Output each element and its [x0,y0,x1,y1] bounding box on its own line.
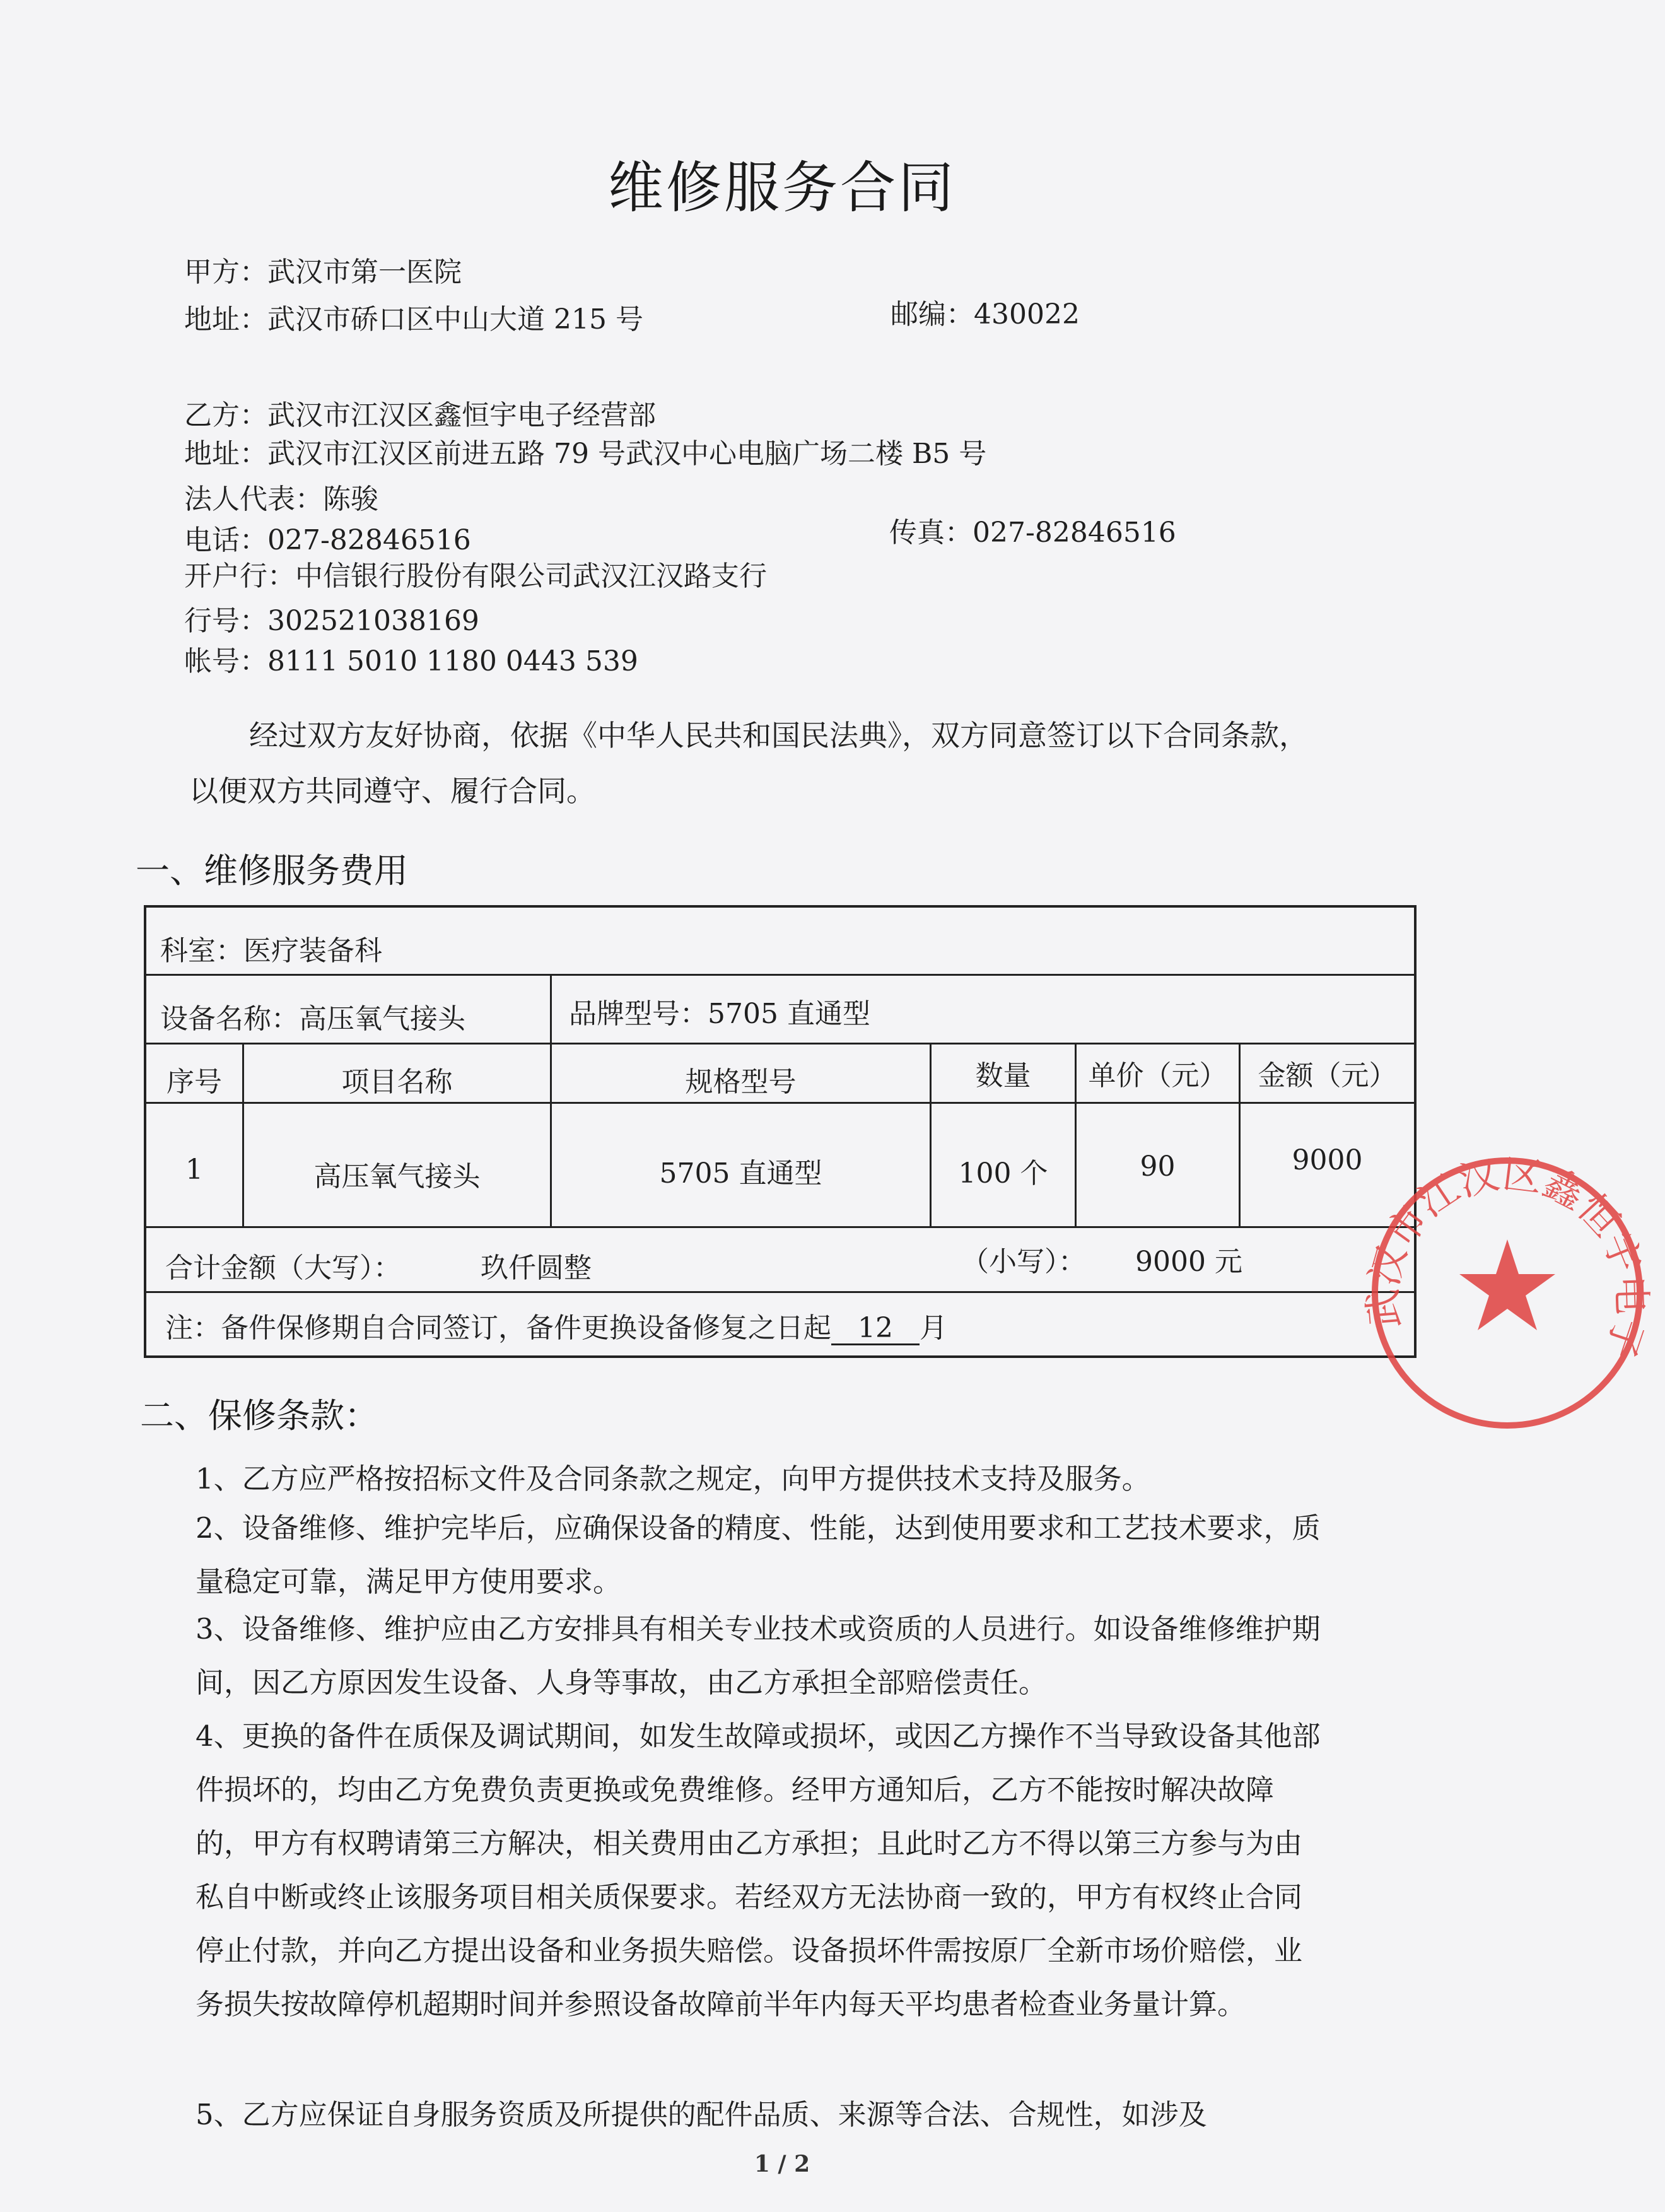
party-a-address: 武汉市硚口区中山大道 215 号 [267,303,643,336]
party-a-address-line [184,296,643,337]
total-upper-label: 合计金额（大写）： [165,1252,401,1284]
table-header: 项目名称 [341,1066,453,1098]
table-device-name: 设备名称：高压氧气接头 [160,1003,465,1035]
party-b-name: 武汉市江汉区鑫恒宇电子经营部 [267,399,656,431]
party-b-address: 武汉市江汉区前进五路 79 号武汉中心电脑广场二楼 B5 号 [267,438,987,470]
party-b-label: 乙方： [184,399,267,431]
party-b-phone-line [184,517,471,558]
table-header: 规格型号 [685,1066,797,1098]
intro-paragraph: 经过双方友好协商，依据《中华人民共和国民法典》，双方同意签订以下合同条款，以便双方共同遵守、履行合同。 [189,718,1308,808]
table-cell-index: 1 [185,1154,203,1186]
table-cell-price: 90 [1140,1150,1176,1183]
section-2-heading: 二、保修条款： [140,1396,378,1436]
clause-1: 1、乙方应严格按招标文件及合同条款之规定，向甲方提供技术支持及服务。 [196,1462,1150,1495]
warranty-note-suffix: 月 [920,1312,947,1344]
total-upper-value: 玖仟圆整 [481,1252,592,1284]
party-b-line [184,392,656,433]
party-b-phone: 027-82846516 [267,524,471,556]
party-a-address-label: 地址： [184,303,267,336]
table-cell-amount: 9000 [1292,1144,1363,1176]
party-b-bank-line [184,553,767,594]
party-b-bankno-label: 行号： [184,605,267,637]
total-lower-value: 9000 元 [1135,1246,1242,1278]
table-cell-qty: 100 个 [958,1157,1048,1190]
party-a-line [184,249,462,290]
seal-text: 武汉市江汉区鑫恒宇电子 [1359,1150,1655,1364]
clause-2: 2、设备维修、维护完毕后，应确保设备的精度、性能，达到使用要求和工艺技术要求，质量稳定可靠，满足甲方使用要求。 [196,1511,1321,1598]
table-brand-model: 品牌型号：5705 直通型 [569,998,870,1030]
party-b-bank: 中信银行股份有限公司武汉江汉路支行 [295,560,767,592]
party-b-phone-label: 电话： [184,524,267,556]
warranty-note [165,1305,947,1345]
party-b-fax-line [889,510,1176,550]
party-b-address-label: 地址： [184,438,267,470]
party-a-name: 武汉市第一医院 [267,256,462,288]
party-b-bank-label: 开户行： [184,560,295,592]
party-b-account-label: 帐号： [184,645,267,677]
table-header: 单价（元） [1088,1060,1227,1092]
party-a-postcode-label: 邮编： [891,298,974,331]
clause-4: 4、更换的备件在质保及调试期间，如发生故障或损坏，或因乙方操作不当导致设备其他部件损坏的，均由乙方免费负责更换或免费维修。经甲方通知后，乙方不能按时解决故障的，甲方有权聘请第三方解决，相关费用由乙方承担；且此时乙方不得以第三方参与为由私自中断或终止该服务项目相关质保要求。若经双方无法协商一致的，甲方有权终止合同停止付款，并向乙方提出设备和业务损失赔偿。设备损坏件需按原厂全新市场价赔偿，业务损失按故障停机超期时间并参照设备故障前半年内每天平均患者检查业务量计算。 [196,1719,1321,2021]
party-b-account: 8111 5010 1180 0443 539 [267,645,638,677]
party-b-rep-line [184,476,378,517]
party-a-postcode: 430022 [974,298,1080,331]
party-b-fax: 027-82846516 [973,517,1176,549]
table-cell-item: 高压氧气接头 [313,1161,481,1193]
table-cell-spec: 5705 直通型 [659,1157,822,1190]
service-fee-table [144,905,1417,1358]
party-b-fax-label: 传真： [889,517,973,549]
table-dept: 科室：医疗装备科 [160,935,382,967]
table-header: 金额（元） [1258,1060,1397,1092]
clause-5: 5、乙方应保证自身服务资质及所提供的配件品质、来源等合法、合规性，如涉及 [196,2098,1207,2131]
warranty-note-months: 12 [831,1313,920,1345]
party-b-bankno: 302521038169 [267,605,479,637]
party-b-rep-label: 法人代表： [184,483,323,515]
total-lower-label: （小写）： [961,1246,1086,1278]
party-a-label: 甲方： [184,256,267,288]
table-header: 序号 [166,1066,222,1098]
page-number: 1 / 2 [754,2151,810,2177]
warranty-note-prefix: 注：备件保修期自合同签订，备件更换设备修复之日起 [165,1312,831,1344]
clause-3: 3、设备维修、维护应由乙方安排具有相关专业技术或资质的人员进行。如设备维修维护期间，因乙方原因发生设备、人身等事故，由乙方承担全部赔偿责任。 [196,1612,1321,1699]
party-b-address-line [184,431,986,471]
section-1-heading: 一、维修服务费用 [136,851,408,891]
party-b-rep: 陈骏 [323,483,378,515]
party-a-postcode-line [891,291,1080,332]
seal-star-icon [1459,1239,1555,1330]
table-header: 数量 [975,1060,1031,1092]
company-seal-stamp [1350,1135,1665,1451]
page-title: 维修服务合同 [607,155,956,220]
party-b-account-line [184,638,638,679]
party-b-bankno-line [184,598,479,638]
